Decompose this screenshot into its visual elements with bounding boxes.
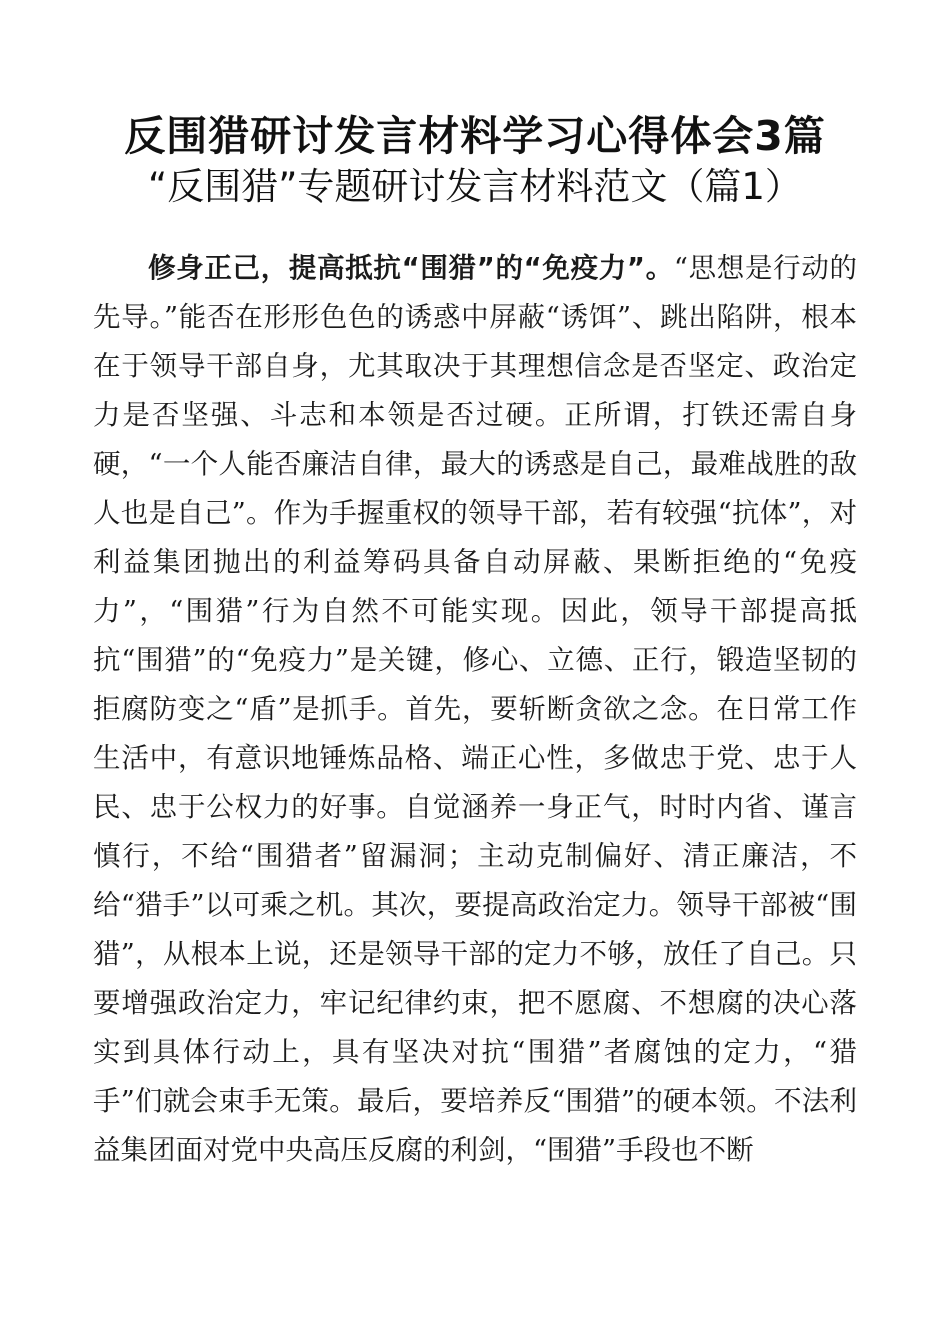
body-paragraph [93, 244, 857, 1175]
paragraph-lead-sentence: 修身正己，提高抵抗“围猎”的“免疫力”。 [148, 252, 674, 284]
document-title: 反围猎研讨发言材料学习心得体会3篇 [124, 112, 826, 160]
paragraph-text: “思想是行动的先导。”能否在形形色色的诱惑中屏蔽“诱饵”、跳出陷阱，根本在于领导干部自身，尤其取决于其理想信念是否坚定、政治定力是否坚强、斗志和本领是否过硬。正所谓，打铁还需自身硬，“一个人能否廉洁自律，最大的诱惑是自己，最难战胜的敌人也是自己”。作为手握重权的领导干部，若有较强“抗体”，对利益集团抛出的利益筹码具备自动屏蔽、果断拒绝的“免疫力”，“围猎”行为自然不可能实现。因此，领导干部提高抵抗“围猎”的“免疫力”是关键，修心、立德、正行，锻造坚韧的拒腐防变之“盾”是抓手。首先，要斩断贪欲之念。在日常工作生活中，有意识地锤炼品格、端正心性，多做忠于党、忠于人民、忠于公权力的好事。自觉涵养一身正气，时时内省、谨言慎行，不给“围猎者”留漏洞；主动克制偏好、清正廉洁，不给“猎手”以可乘之机。其次，要提高政治定力。领导干部被“围猎”，从根本上说，还是领导干部的定力不够，放任了自己。只要增强政治定力，牢记纪律约束，把不愿腐、不想腐的决心落实到具体行动上，具有坚决对抗“围猎”者腐蚀的定力，“猎手”们就会束手无策。最后，要培养反“围猎”的硬本领。不法利益集团面对党中央高压反腐的利剑，“围猎”手段也不断 [93, 252, 858, 1166]
section-subtitle: “反围猎”专题研讨发言材料范文（篇1） [148, 165, 802, 208]
